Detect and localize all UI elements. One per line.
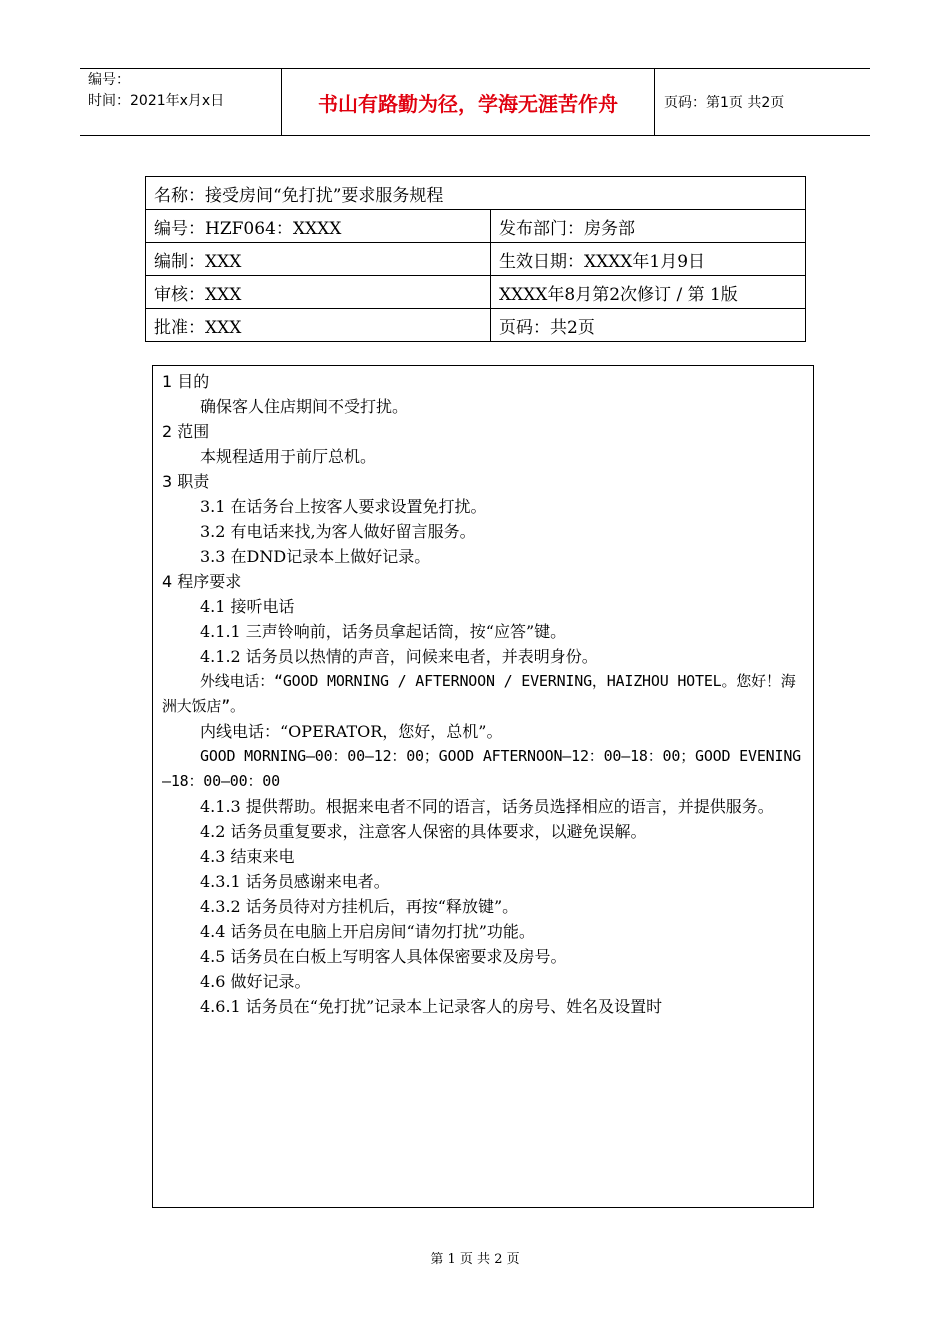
section-heading: 4 程序要求 <box>162 572 242 591</box>
table-row <box>146 243 806 276</box>
paragraph: 4.1.3 提供帮助。根据来电者不同的语言，话务员选择相应的语言，并提供服务。 <box>200 797 774 816</box>
header-motto: 书山有路勤为径，学海无涯苦作舟 <box>318 92 618 116</box>
paragraph: 4.1.1 三声铃响前，话务员拿起话筒，按“应答”键。 <box>200 622 567 641</box>
table-cell: 发布部门：房务部 <box>491 210 806 243</box>
doc-date: 时间：2021年x月x日 <box>88 93 225 109</box>
paragraph: 4.1.2 话务员以热情的声音，问候来电者，并表明身份。 <box>200 647 598 666</box>
paragraph: 4.3.2 话务员待对方挂机后，再按“释放键”。 <box>200 897 519 916</box>
paragraph: 内线电话：“OPERATOR，您好，总机”。 <box>200 722 503 741</box>
page-footer: 第 1 页 共 2 页 <box>430 1252 520 1267</box>
table-cell: 审核：XXX <box>146 276 491 309</box>
table-row <box>146 276 806 309</box>
section-heading: 1 目的 <box>162 372 210 391</box>
paragraph: 3.1 在话务台上按客人要求设置免打扰。 <box>200 497 487 516</box>
table-cell: 批准：XXX <box>146 309 491 342</box>
paragraph: 本规程适用于前厅总机。 <box>200 447 377 466</box>
paragraph: 4.3 结束来电 <box>200 847 295 866</box>
paragraph: 4.5 话务员在白板上写明客人具体保密要求及房号。 <box>200 947 567 966</box>
paragraph: 4.4 话务员在电脑上开启房间“请勿打扰”功能。 <box>200 922 535 941</box>
header-left <box>88 70 224 112</box>
paragraph: 3.2 有电话来找,为客人做好留言服务。 <box>200 522 476 541</box>
header-page-info: 页码：第1页 共2页 <box>664 95 785 111</box>
table-cell: 生效日期：XXXX年1月9日 <box>491 243 806 276</box>
table-cell: 编制：XXX <box>146 243 491 276</box>
table-cell: 编号：HZF064：XXXX <box>146 210 491 243</box>
paragraph: 4.6.1 话务员在“免打扰”记录本上记录客人的房号、姓名及设置时 <box>200 997 663 1016</box>
paragraph: GOOD MORNING—00：00—12：00；GOOD AFTERNOON—12：00—18：00；GOOD EVENING—18：00—00：00 <box>162 747 801 790</box>
paragraph: 4.1 接听电话 <box>200 597 295 616</box>
doc-number-label: 编号： <box>88 72 130 88</box>
paragraph: 4.3.1 话务员感谢来电者。 <box>200 872 390 891</box>
content-box <box>152 365 814 1208</box>
table-row <box>146 309 806 342</box>
paragraph: 确保客人住店期间不受打扰。 <box>200 397 409 416</box>
procedure-name: 名称：接受房间“免打扰”要求服务规程 <box>146 177 806 210</box>
paragraph: 3.3 在DND记录本上做好记录。 <box>200 547 431 566</box>
header-divider <box>654 69 655 136</box>
section-heading: 2 范围 <box>162 422 210 441</box>
section-heading: 3 职责 <box>162 472 210 491</box>
table-cell: XXXX年8月第2次修订 / 第 1版 <box>491 276 806 309</box>
paragraph: 4.2 话务员重复要求，注意客人保密的具体要求，以避免误解。 <box>200 822 647 841</box>
table-cell: 页码：共2页 <box>491 309 806 342</box>
table-row <box>146 177 806 210</box>
paragraph: 外线电话：“GOOD MORNING / AFTERNOON / EVERNING，HAIZHOU HOTEL。您好！海洲大饭店”。 <box>162 672 796 715</box>
table-row <box>146 210 806 243</box>
paragraph: 4.6 做好记录。 <box>200 972 311 991</box>
info-table <box>145 176 806 342</box>
